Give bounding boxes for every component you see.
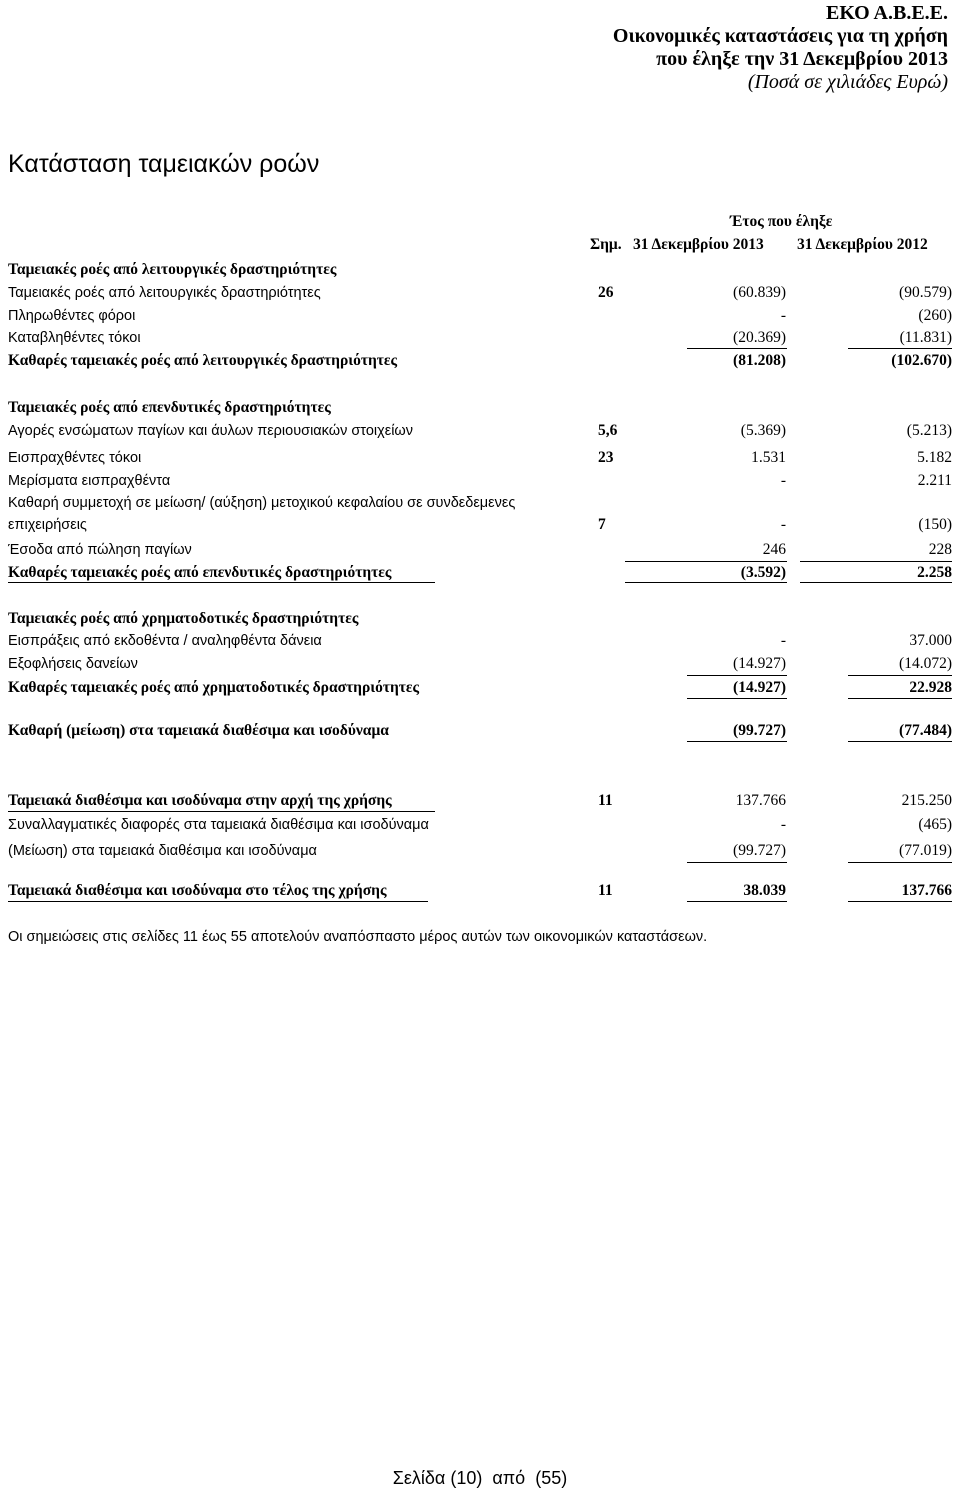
year-ended-header: Έτος που έληξε [730,213,833,230]
column-2013-header: 31 Δεκεμβρίου 2013 [633,236,764,253]
table-row: Αγορές ενσώματων παγίων και άυλων περιουσιακών στοιχείων 5,6 (5.369) (5.213) [8,422,952,439]
label-underline [8,901,428,902]
table-row: Πληρωθέντες φόροι - (260) [8,307,952,324]
table-row-total: Καθαρές ταμειακές ροές από επενδυτικές δραστηριότητες (3.592) 2.258 [8,564,952,581]
total-rule [848,741,952,742]
subtotal-rule [848,348,952,349]
footnote: Οι σημειώσεις στις σελίδες 11 έως 55 αποτελούν αναπόσπαστο μέρος αυτών των οικονομικών καταστάσεων. [8,929,708,945]
total-rule [625,582,787,583]
column-2012-header: 31 Δεκεμβρίου 2012 [797,236,928,253]
table-row: Εξοφλήσεις δανείων (14.927) (14.072) [8,655,952,672]
table-row-opening-cash: Ταμειακά διαθέσιμα και ισοδύναμα στην αρχή της χρήσης 11 137.766 215.250 [8,792,952,809]
note-column-header: Σημ. [590,236,622,253]
section-heading-financing: Ταμειακές ροές από χρηματοδοτικές δραστηριότητες [8,610,359,627]
total-rule [848,698,952,699]
subtotal-rule [848,675,952,676]
total-rule [687,901,787,902]
page-title: Κατάσταση ταμειακών ροών [8,150,320,178]
period-line: που έληξε την 31 Δεκεμβρίου 2013 [656,48,948,70]
subtotal-rule [687,862,787,863]
total-rule [687,698,787,699]
page-number: Σελίδα (10) από (55) [392,1468,568,1488]
subtotal-rule [848,862,952,863]
table-row: Καταβληθέντες τόκοι (20.369) (11.831) [8,329,952,346]
label-underline [8,582,435,583]
table-row: Εισπραχθέντες τόκοι 23 1.531 5.182 [8,449,952,466]
table-row-net-decrease: Καθαρή (μείωση) στα ταμειακά διαθέσιμα και ισοδύναμα (99.727) (77.484) [8,722,952,739]
table-row: Μερίσματα εισπραχθέντα - 2.211 [8,472,952,489]
table-row: επιχειρήσεις 7 - (150) [8,516,952,533]
table-row: Ταμειακές ροές από λειτουργικές δραστηριότητες 26 (60.839) (90.579) [8,284,952,301]
table-row-closing-cash: Ταμειακά διαθέσιμα και ισοδύναμα στο τέλος της χρήσης 11 38.039 137.766 [8,882,952,899]
document-header [613,2,948,94]
total-rule [848,901,952,902]
total-rule [800,582,952,583]
section-heading-operating: Ταμειακές ροές από λειτουργικές δραστηριότητες [8,261,337,278]
table-row: (Μείωση) στα ταμειακά διαθέσιμα και ισοδύναμα (99.727) (77.019) [8,842,952,859]
section-heading-investing: Ταμειακές ροές από επενδυτικές δραστηριότητες [8,399,331,416]
table-row-total: Καθαρές ταμειακές ροές από λειτουργικές δραστηριότητες (81.208) (102.670) [8,352,952,369]
company-name: ΕΚΟ Α.Β.Ε.Ε. [826,2,948,24]
table-row: Συναλλαγματικές διαφορές στα ταμειακά διαθέσιμα και ισοδύναμα - (465) [8,816,952,833]
table-row: Καθαρή συμμετοχή σε μείωση/ (αύξηση) μετοχικού κεφαλαίου σε συνδεδεμενες [8,495,516,511]
table-row-total: Καθαρές ταμειακές ροές από χρηματοδοτικές δραστηριότητες (14.927) 22.928 [8,679,952,696]
label-underline [8,811,435,812]
total-rule [687,741,787,742]
subtotal-rule [687,348,787,349]
table-row: Έσοδα από πώληση παγίων 246 228 [8,541,952,558]
statements-title: Οικονομικές καταστάσεις για τη χρήση [612,25,948,47]
table-row: Εισπράξεις από εκδοθέντα / αναληφθέντα δάνεια - 37.000 [8,632,952,649]
currency-note: (Ποσά σε χιλιάδες Ευρώ) [747,71,948,93]
subtotal-rule [687,675,787,676]
